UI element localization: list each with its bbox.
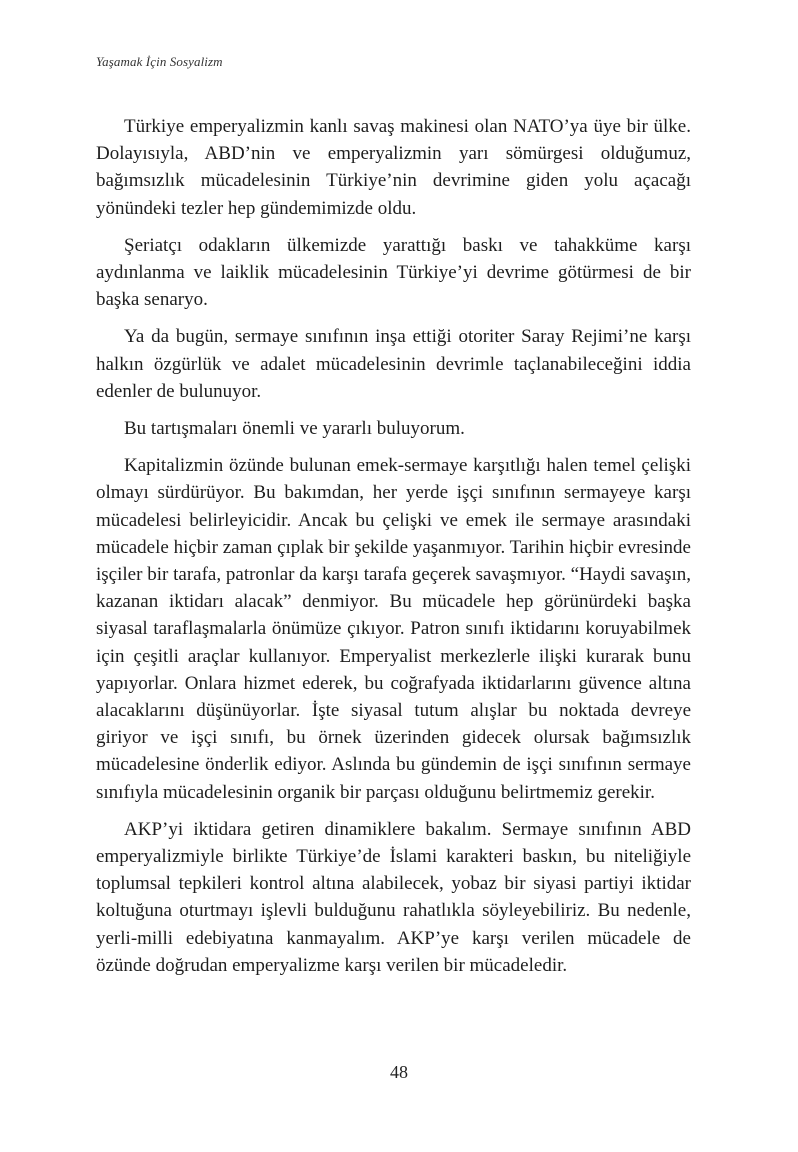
paragraph: Şeriatçı odakların ülkemizde yarattığı baskı ve tahakküme karşı aydınlanma ve laiklik mücadelesinin Türkiye’yi devrime götürmesi de bir başka senaryo.: [96, 234, 691, 311]
paragraph: Ya da bugün, sermaye sınıfının inşa ettiği otoriter Saray Rejimi’ne karşı halkın özgürlük ve adalet mücadelesinin devrimle taçlanabileceğini iddia edenler de bulunuyor.: [96, 326, 691, 402]
body-text: [96, 113, 691, 989]
paragraph: Kapitalizmin özünde bulunan emek-sermaye karşıtlığı halen temel çelişki olmayı sürdürüyor. Bu bakımdan, her yerde işçi sınıfının sermayeye karşı mücadelesi belirleyicidir. Ancak bu çelişki ve emek ile sermaye arasındaki mücadele hiçbir zaman çıplak bir şekilde yaşanmıyor. Tarihin hiçbir evresinde işçiler bir tarafa, patronlar da karşı tarafa geçerek savaşmıyor. “Haydi savaşın, kazanan iktidarı alacak” denmiyor. Bu mücadele hep görünürdeki başka siyasal taraflaşmalarla önümüze çıkıyor. Patron sınıfı iktidarını koruyabilmek için çeşitli araçlar kullanıyor. Emperyalist merkezlerle ilişki kurarak bunu yapıyorlar. Onlara hizmet ederek, bu coğrafyada iktidarlarını güvence altına alacaklarını düşünüyorlar. İşte siyasal tutum alışlar bu noktada devreye giriyor ve işçi sınıfı, bu örnek üzerinden gidecek olursak bağımsızlık mücadelesine önderlik ediyor. Aslında bu gündemin de işçi sınıfının sermaye sınıfıyla mücadelesinin organik bir parçası olduğunu belirtmemiz gerekir.: [96, 455, 691, 803]
paragraph: Bu tartışmaları önemli ve yararlı buluyorum.: [124, 418, 465, 440]
paragraph: Türkiye emperyalizmin kanlı savaş makinesi olan NATO’ya üye bir ülke. Dolayısıyla, ABD’nin ve emperyalizmin yarı sömürgesi olduğumuz, bağımsızlık mücadelesinin Türkiye’nin devrimine giden yolu açacağı yönündeki tezler hep gündemimizde oldu.: [96, 116, 691, 219]
paragraph: AKP’yi iktidara getiren dinamiklere bakalım. Sermaye sınıfının ABD emperyalizmiyle birlikte Türkiye’de İslami karakteri baskın, bu niteliğiyle toplumsal tepkileri kontrol altına alabilecek, yobaz bir siyasi partiyi iktidar koltuğuna oturtmayı işlevli bulduğunu rahatlıkla söyleyebiliriz. Bu nedenle, yerli-milli edebiyatına kanmayalım. AKP’ye karşı verilen mücadele de özünde doğrudan emperyalizme karşı verilen bir mücadeledir.: [96, 818, 691, 976]
page-number: 48: [390, 1062, 408, 1082]
running-header: Yaşamak İçin Sosyalizm: [96, 54, 223, 69]
